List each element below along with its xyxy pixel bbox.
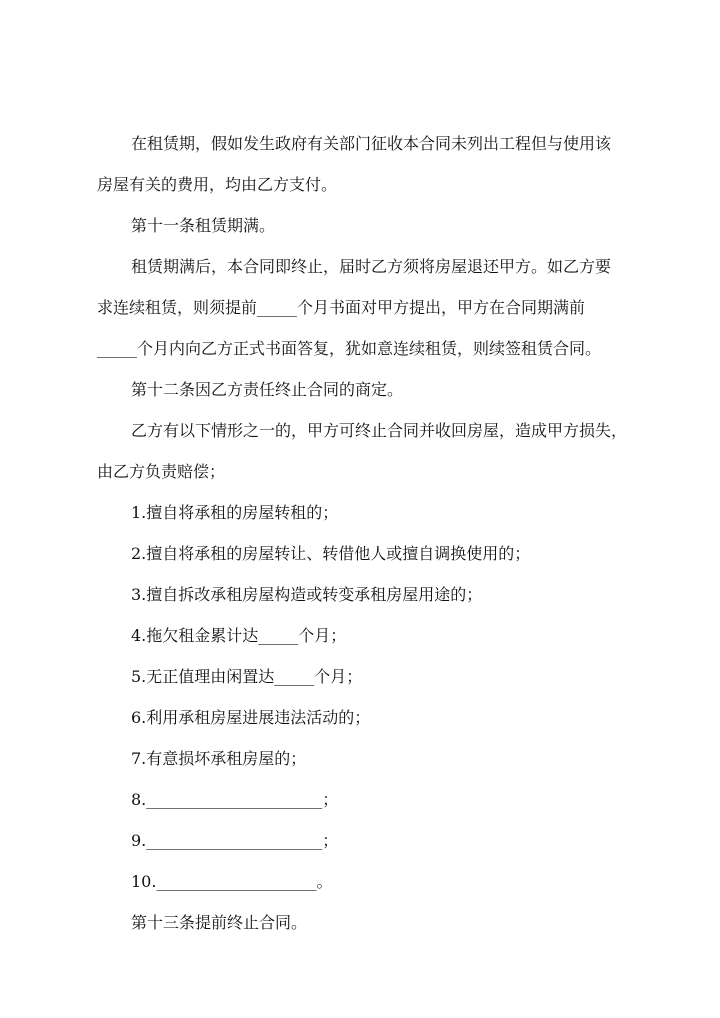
article-12-heading: 第十二条因乙方责任终止合同的商定。 (131, 380, 404, 399)
list-item-4: 4.拖欠租金累计达_____个月； (131, 626, 347, 645)
article-13-heading: 第十三条提前终止合同。 (131, 913, 308, 932)
paragraph-termination-conditions-line2: 由乙方负责赔偿； (97, 462, 226, 481)
list-item-5: 5.无正值理由闲置达_____个月； (131, 667, 363, 686)
document-body (97, 123, 632, 943)
paragraph-lease-expiry-line1: 租赁期满后，本合同即终止，届时乙方须将房屋退还甲方。如乙方要 (131, 257, 612, 276)
paragraph-lease-expiry-line2: 求连续租赁，则须提前_____个月书面对甲方提出，甲方在合同期满前 (97, 298, 586, 317)
list-item-3: 3.擅自拆改承租房屋构造或转变承租房屋用途的； (131, 585, 483, 604)
article-11-heading: 第十一条租赁期满。 (131, 216, 276, 235)
paragraph-rent-period-fees-line2: 房屋有关的费用，均由乙方支付。 (97, 175, 338, 194)
list-item-6: 6.利用承租房屋进展违法活动的； (131, 708, 371, 727)
paragraph-lease-expiry-line3: _____个月内向乙方正式书面答复，犹如意连续租赁，则续签租赁合同。 (97, 339, 602, 358)
paragraph-termination-conditions-line1: 乙方有以下情形之一的，甲方可终止合同并收回房屋，造成甲方损失， (131, 421, 628, 440)
paragraph-rent-period-fees-line1: 在租赁期，假如发生政府有关部门征收本合同未列出工程但与使用该 (131, 134, 612, 153)
list-item-10-blank: 10.____________________。 (131, 872, 333, 891)
list-item-7: 7.有意损坏承租房屋的； (131, 749, 307, 768)
list-item-2: 2.擅自将承租的房屋转让、转借他人或擅自调换使用的； (131, 544, 531, 563)
list-item-9-blank: 9.______________________； (131, 831, 339, 850)
list-item-1: 1.擅自将承租的房屋转租的； (131, 503, 339, 522)
list-item-8-blank: 8.______________________； (131, 790, 339, 809)
